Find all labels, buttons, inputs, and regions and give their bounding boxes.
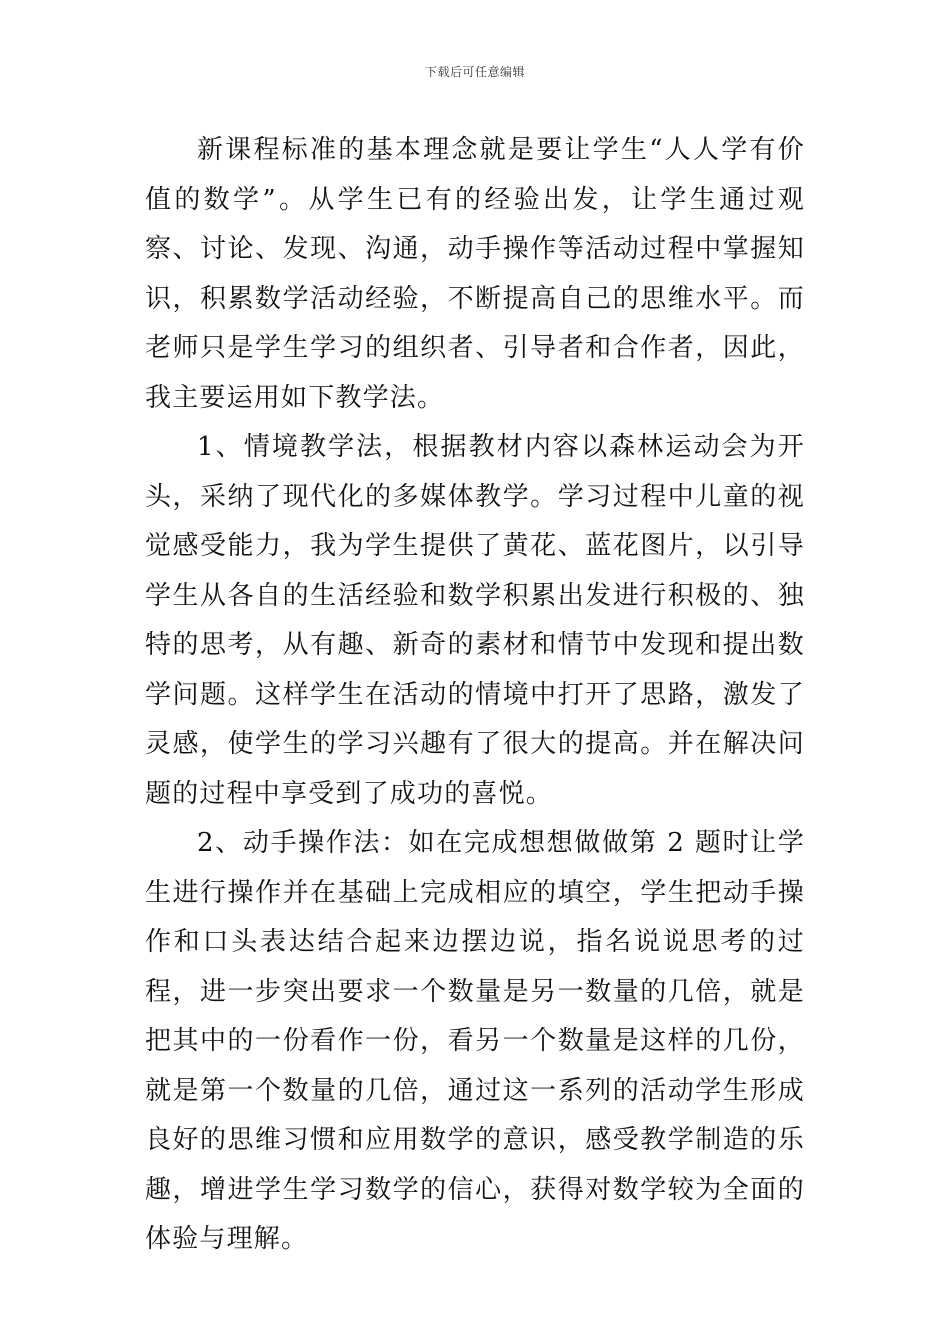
paragraph-intro: 新课程标准的基本理念就是要让学生“人人学有价值的数学”。从学生已有的经验出发，让学生通过观察、讨论、发现、沟通，动手操作等活动过程中掌握知识，积累数学活动经验，不断提高自己的思维水平。而老师只是学生学习的组织者、引导者和合作者，因此，我主要运用如下教学法。	[145, 135, 805, 413]
paragraph-situational-teaching: 1、情境教学法，根据教材内容以森林运动会为开头，采纳了现代化的多媒体教学。学习过程中儿童的视觉感受能力，我为学生提供了黄花、蓝花图片，以引导学生从各自的生活经验和数学积累出发进行积极的、独特的思考，从有趣、新奇的素材和情节中发现和提出数学问题。这样学生在活动的情境中打开了思路，激发了灵感，使学生的学习兴趣有了很大的提高。并在解决问题的过程中享受到了成功的喜悦。	[145, 432, 805, 809]
document-body	[145, 126, 805, 1265]
paragraph-hands-on-operation: 2、动手操作法：如在完成想想做做第 2 题时让学生进行操作并在基础上完成相应的填空，学生把动手操作和口头表达结合起来边摆边说，指名说说思考的过程，进一步突出要求一个数量是另一数量的几倍，就是把其中的一份看作一份，看另一个数量是这样的几份，就是第一个数量的几倍，通过这一系列的活动学生形成良好的思维习惯和应用数学的意识，感受教学制造的乐趣，增进学生学习数学的信心，获得对数学较为全面的体验与理解。	[145, 828, 805, 1254]
page-header: 下载后可任意编辑	[424, 65, 525, 79]
